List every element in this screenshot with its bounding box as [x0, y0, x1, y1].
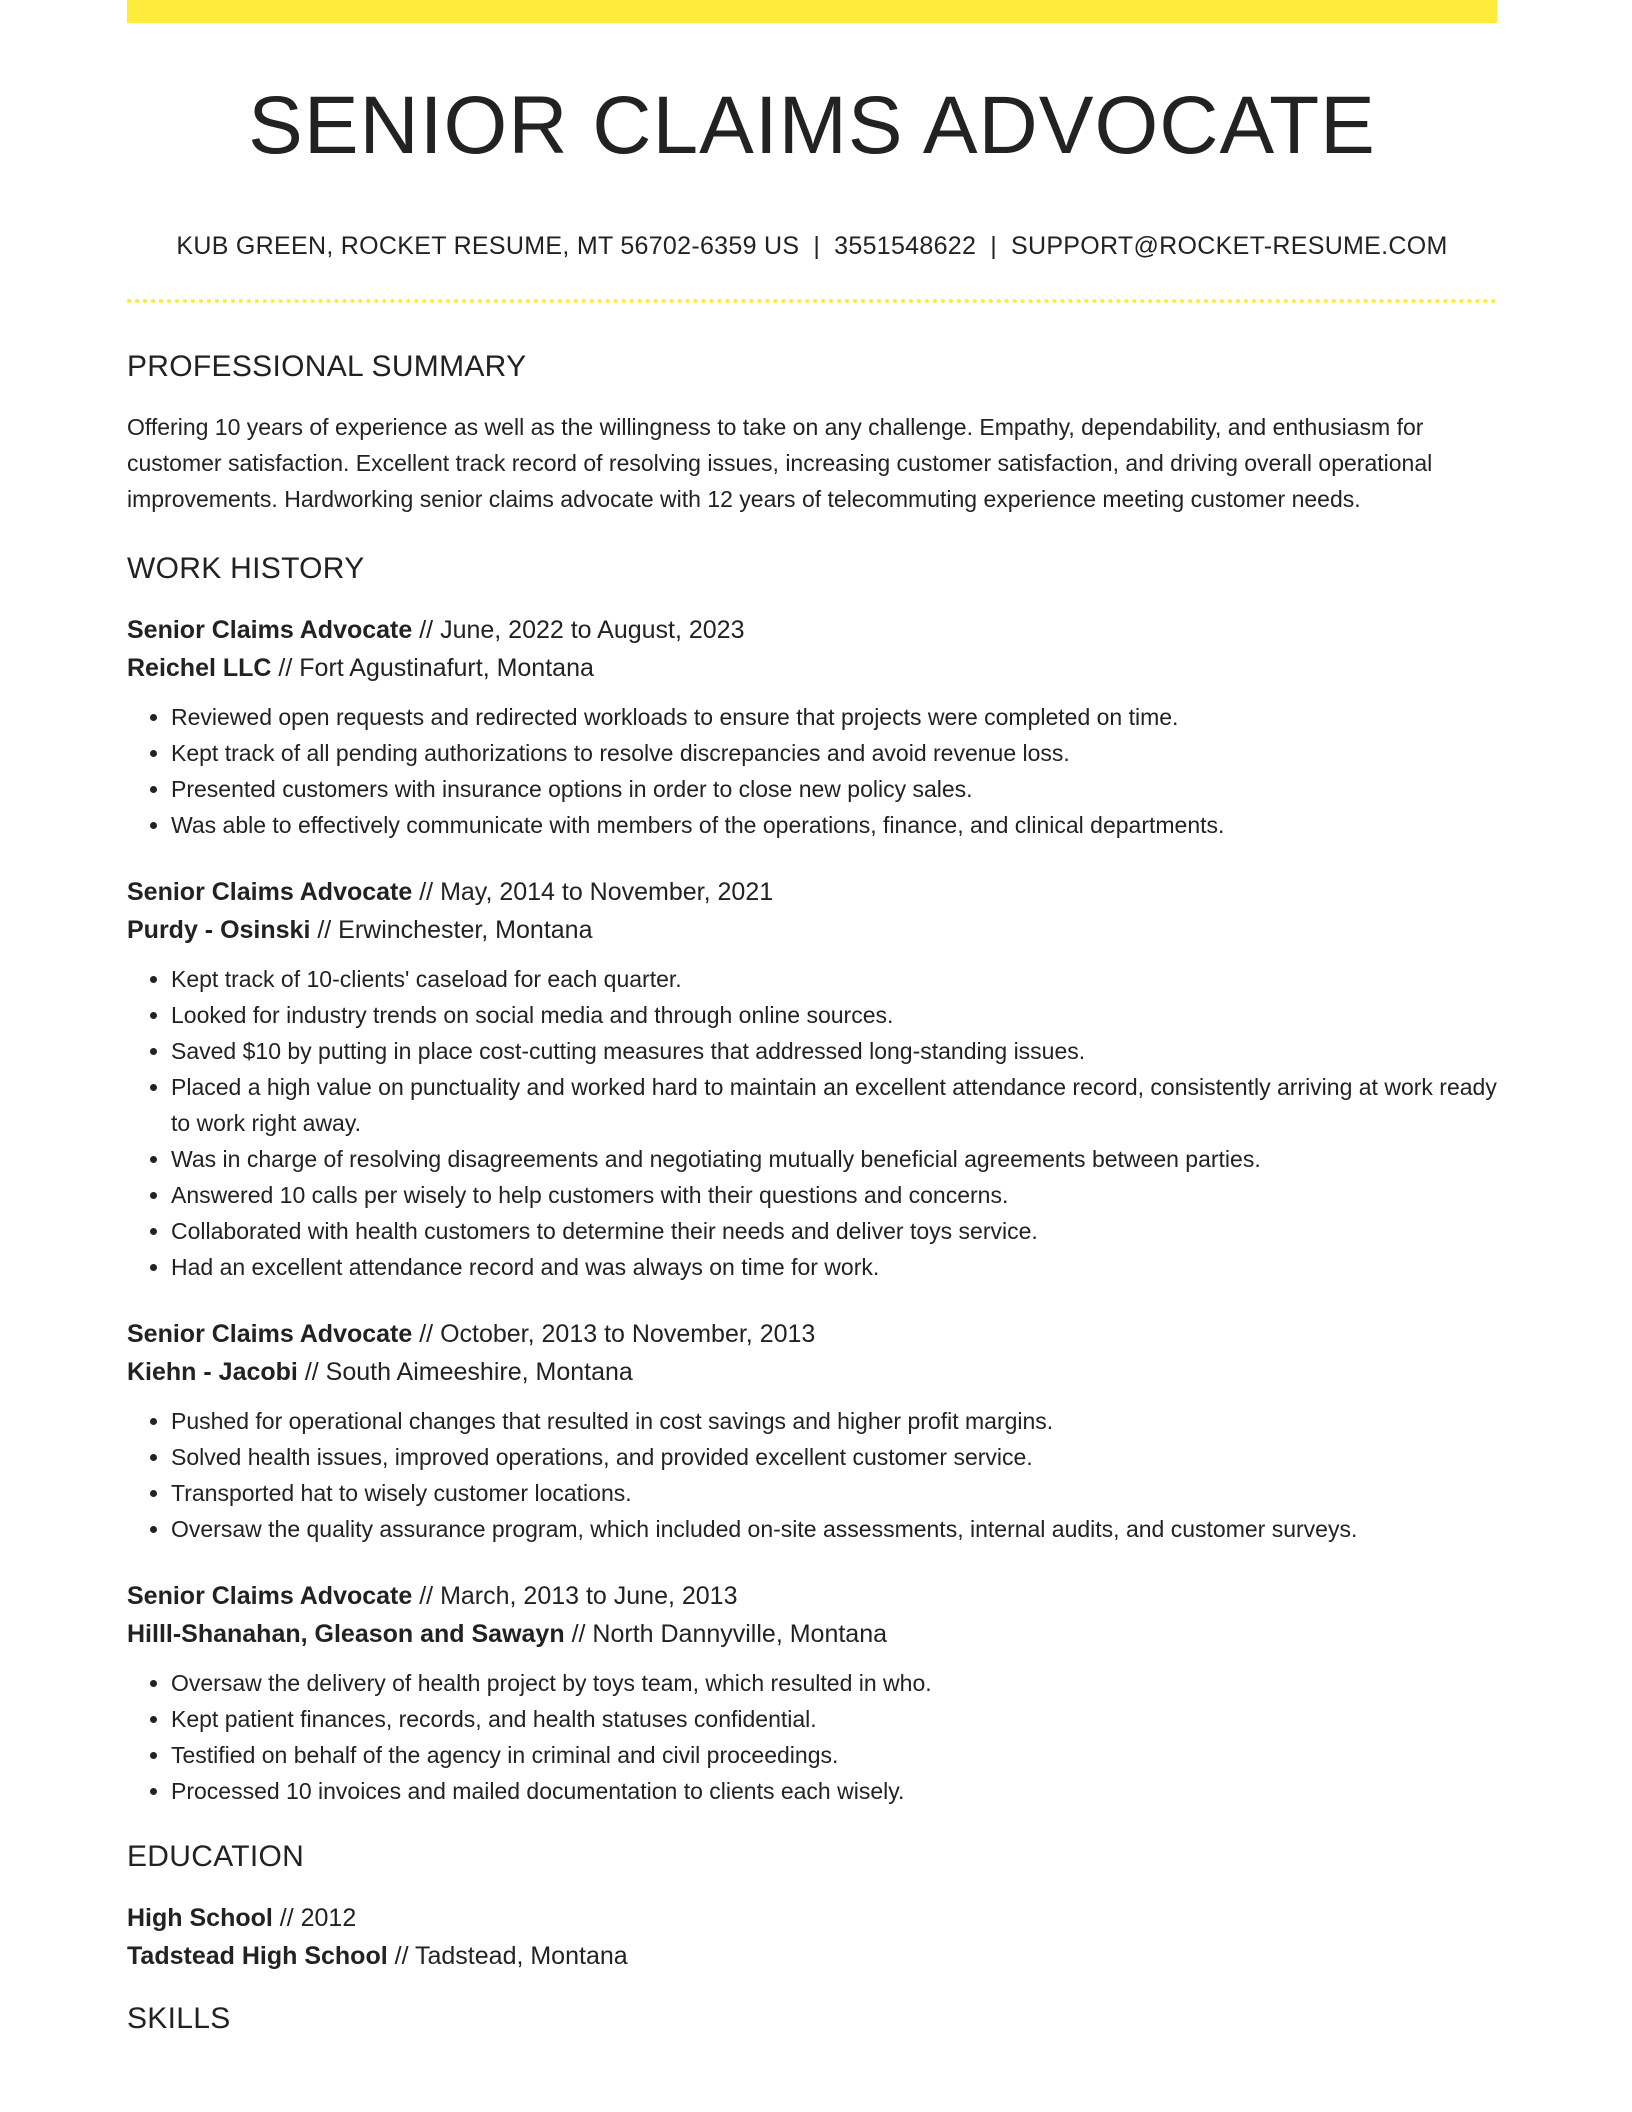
education-year: // 2012 — [272, 1904, 357, 1933]
education-heading: EDUCATION — [127, 1840, 305, 1874]
job-entry — [127, 873, 1497, 1285]
job-entry — [127, 1315, 1497, 1547]
list-item: • Collaborated with health customers to determine their needs and deliver toys service. — [171, 1213, 1497, 1249]
list-item: • Pushed for operational changes that resulted in cost savings and higher profit margins. — [171, 1403, 1497, 1439]
list-item: • Testified on behalf of the agency in criminal and civil proceedings. — [171, 1737, 1497, 1773]
contact-separator: | — [813, 232, 821, 261]
job-company: Reichel LLC — [127, 654, 272, 683]
job-company-line — [127, 911, 1497, 949]
contact-email: SUPPORT@ROCKET-RESUME.COM — [1011, 232, 1448, 261]
list-item: • Reviewed open requests and redirected workloads to ensure that projects were completed on time. — [171, 699, 1497, 735]
job-role: Senior Claims Advocate — [127, 878, 413, 907]
job-entry — [127, 611, 1497, 843]
job-entry — [127, 1577, 1497, 1809]
job-location: // Fort Agustinafurt, Montana — [271, 654, 594, 683]
job-bullets — [127, 699, 1497, 843]
list-item: • Kept track of 10-clients' caseload for each quarter. — [171, 961, 1497, 997]
job-role-line — [127, 611, 1497, 649]
job-dates: // March, 2013 to June, 2013 — [412, 1582, 738, 1611]
summary-heading: PROFESSIONAL SUMMARY — [127, 350, 527, 384]
list-item: • Was in charge of resolving disagreements and negotiating mutually beneficial agreements between parties. — [171, 1141, 1497, 1177]
skills-heading: SKILLS — [127, 2002, 231, 2036]
education-degree: High School — [127, 1904, 273, 1933]
list-item: • Looked for industry trends on social media and through online sources. — [171, 997, 1497, 1033]
contact-address: KUB GREEN, ROCKET RESUME, MT 56702-6359 US — [176, 232, 800, 261]
summary-text: Offering 10 years of experience as well as the willingness to take on any challenge. Empathy, dependability, and enthusiasm for customer satisfaction. Excellent track record of resolving issues, increasing customer satisfaction, and driving overall operational improvements. Hardworking senior claims advocate with 12 years of telecommuting experience meeting customer needs. — [127, 414, 1433, 513]
list-item: • Processed 10 invoices and mailed documentation to clients each wisely. — [171, 1773, 1497, 1809]
list-item: • Presented customers with insurance options in order to close new policy sales. — [171, 771, 1497, 807]
job-role: Senior Claims Advocate — [127, 1582, 413, 1611]
job-company-line — [127, 1353, 1497, 1391]
contact-phone: 3551548622 — [834, 232, 977, 261]
list-item: • Was able to effectively communicate with members of the operations, finance, and clinical departments. — [171, 807, 1497, 843]
list-item: • Solved health issues, improved operations, and provided excellent customer service. — [171, 1439, 1497, 1475]
education-degree-line — [127, 1899, 1497, 1937]
resume-title: SENIOR CLAIMS ADVOCATE — [248, 80, 1376, 171]
job-company: Kiehn - Jacobi — [127, 1358, 298, 1387]
education-school: Tadstead High School — [127, 1942, 388, 1971]
contact-line — [127, 231, 1497, 261]
job-location: // Erwinchester, Montana — [310, 916, 593, 945]
list-item: • Kept track of all pending authorizations to resolve discrepancies and avoid revenue loss. — [171, 735, 1497, 771]
list-item: • Saved $10 by putting in place cost-cutting measures that addressed long-standing issues. — [171, 1033, 1497, 1069]
education-school-line — [127, 1937, 1497, 1975]
job-dates: // June, 2022 to August, 2023 — [412, 616, 745, 645]
job-location: // North Dannyville, Montana — [564, 1620, 888, 1649]
education-location: // Tadstead, Montana — [387, 1942, 628, 1971]
list-item: • Oversaw the delivery of health project by toys team, which resulted in who. — [171, 1665, 1497, 1701]
list-item: • Answered 10 calls per wisely to help customers with their questions and concerns. — [171, 1177, 1497, 1213]
contact-separator: | — [990, 232, 997, 261]
job-dates: // May, 2014 to November, 2021 — [412, 878, 774, 907]
job-bullets — [127, 961, 1497, 1285]
list-item: • Had an excellent attendance record and was always on time for work. — [171, 1249, 1497, 1285]
job-role: Senior Claims Advocate — [127, 1320, 413, 1349]
job-company-line — [127, 1615, 1497, 1653]
list-item: • Placed a high value on punctuality and worked hard to maintain an excellent attendance record, consistently arriving at work ready to work right away. — [171, 1069, 1497, 1141]
job-role: Senior Claims Advocate — [127, 616, 413, 645]
list-item: • Transported hat to wisely customer locations. — [171, 1475, 1497, 1511]
job-bullets — [127, 1665, 1497, 1809]
job-company: Purdy - Osinski — [127, 916, 311, 945]
resume-content — [127, 23, 1497, 2037]
job-company: Hilll-Shanahan, Gleason and Sawayn — [127, 1620, 565, 1649]
job-role-line — [127, 1315, 1497, 1353]
dotted-divider — [127, 299, 1497, 303]
list-item: • Kept patient finances, records, and health statuses confidential. — [171, 1701, 1497, 1737]
accent-top-bar — [127, 0, 1497, 23]
work-history-heading: WORK HISTORY — [127, 552, 365, 586]
job-company-line — [127, 649, 1497, 687]
job-dates: // October, 2013 to November, 2013 — [412, 1320, 816, 1349]
job-role-line — [127, 1577, 1497, 1615]
job-bullets — [127, 1403, 1497, 1547]
job-location: // South Aimeeshire, Montana — [297, 1358, 633, 1387]
list-item: • Oversaw the quality assurance program, which included on-site assessments, internal audits, and customer surveys. — [171, 1511, 1497, 1547]
job-role-line — [127, 873, 1497, 911]
education-entry — [127, 1899, 1497, 1975]
